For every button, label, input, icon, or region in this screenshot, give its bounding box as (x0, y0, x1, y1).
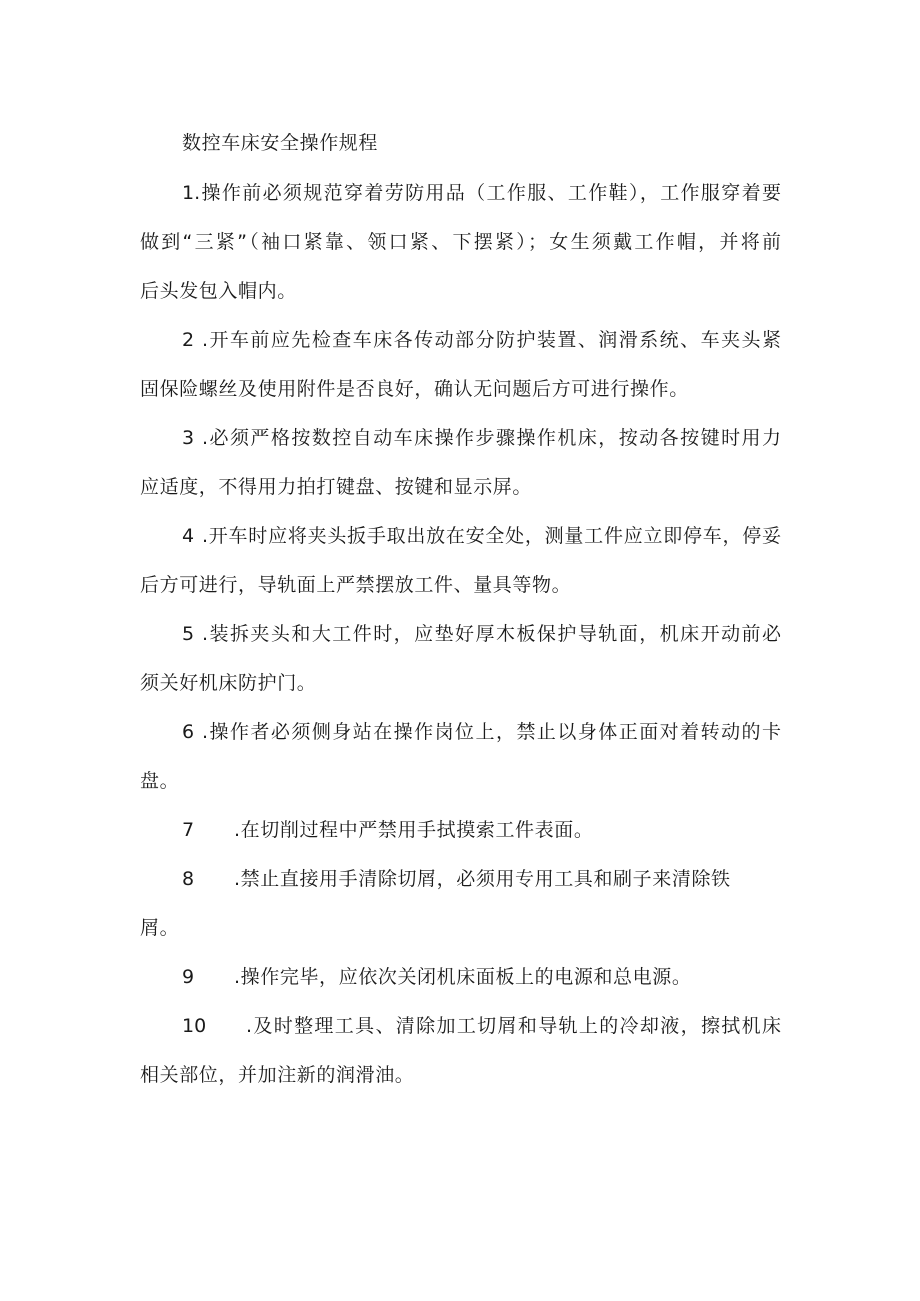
document-title (182, 130, 378, 156)
rule-item-4-text: .开车时应将夹头扳手取出放在安全处，测量工件应立即停车，停妥 (202, 525, 781, 547)
rule-item-4-line-1 (182, 523, 781, 549)
rule-item-9-line-1 (182, 964, 691, 990)
rule-item-1-line-3: 后头发包入帽内。 (140, 280, 297, 302)
rule-item-8-line-1 (182, 866, 731, 892)
rule-item-5-line-1 (182, 621, 781, 647)
rule-item-6-text: .操作者必须侧身站在操作岗位上，禁止以身体正面对着转动的卡 (202, 721, 781, 743)
rule-item-1-text: 操作前必须规范穿着劳防用品（工作服、工作鞋），工作服穿着要 (200, 182, 781, 204)
rule-item-6-line-2: 盘。 (140, 770, 180, 792)
rule-item-8-line-2: 屑。 (140, 917, 180, 939)
rule-item-4-line-2: 后方可进行，导轨面上严禁摆放工件、量具等物。 (140, 574, 572, 596)
rule-item-2-number: 2 (182, 329, 195, 351)
rule-item-3-text: .必须严格按数控自动车床操作步骤操作机床，按动各按键时用力 (202, 427, 781, 449)
rule-item-3-number: 3 (182, 427, 195, 449)
rule-item-2-line-1 (182, 327, 781, 353)
rule-item-5-text: .装拆夹头和大工件时，应垫好厚木板保护导轨面，机床开动前必 (202, 623, 781, 645)
rule-item-1-line-1 (182, 180, 781, 206)
rule-item-2-line-2: 固保险螺丝及使用附件是否良好，确认无问题后方可进行操作。 (140, 378, 689, 400)
rule-item-5-line-2: 须关好机床防护门。 (140, 672, 317, 694)
rule-item-8-number: 8 (182, 868, 195, 890)
rule-item-6-number: 6 (182, 721, 195, 743)
rule-item-7-text: .在切削过程中严禁用手拭摸索工件表面。 (234, 819, 594, 841)
document-title-text: 数控车床安全操作规程 (182, 132, 379, 154)
rule-item-10-number: 10 (182, 1015, 207, 1037)
rule-item-4-number: 4 (182, 525, 195, 547)
rule-item-2-text: .开车前应先检查车床各传动部分防护装置、润滑系统、车夹头紧 (202, 329, 781, 351)
rule-item-1-number: 1. (182, 182, 201, 204)
rule-item-10-line-1 (182, 1013, 781, 1039)
rule-item-3-line-1 (182, 425, 781, 451)
rule-item-9-text: .操作完毕，应依次关闭机床面板上的电源和总电源。 (234, 966, 692, 988)
rule-item-5-number: 5 (182, 623, 195, 645)
rule-item-10-line-2: 相关部位，并加注新的润滑油。 (140, 1064, 415, 1086)
rule-item-1-line-2: 做到“三紧”（袖口紧靠、领口紧、下摆紧）；女生须戴工作帽，并将前 (140, 231, 781, 253)
rule-item-8-text: .禁止直接用手清除切屑，必须用专用工具和刷子来清除铁 (234, 868, 731, 890)
rule-item-6-line-1 (182, 719, 781, 745)
rule-item-7-line-1 (182, 817, 593, 843)
rule-item-9-number: 9 (182, 966, 195, 988)
rule-item-7-number: 7 (182, 819, 195, 841)
rule-item-10-text: .及时整理工具、清除加工切屑和导轨上的冷却液，擦拭机床 (246, 1015, 781, 1037)
rule-item-3-line-2: 应适度，不得用力拍打键盘、按键和显示屏。 (140, 476, 533, 498)
